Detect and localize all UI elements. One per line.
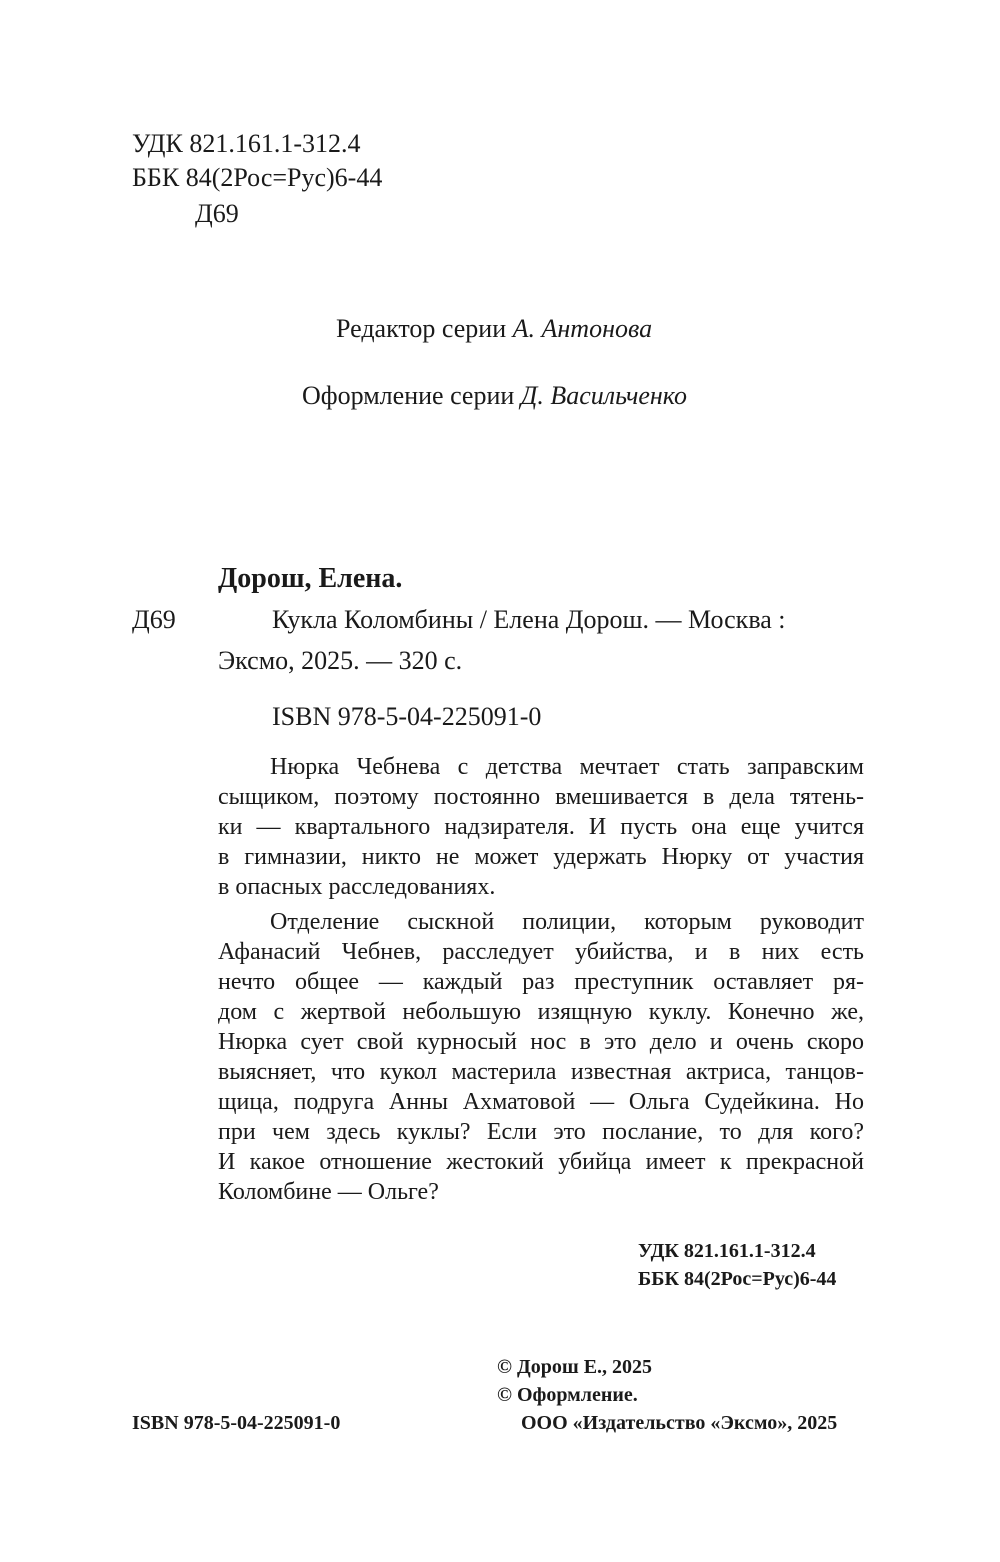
- catalog-author: Дорош, Елена.: [218, 563, 403, 594]
- annotation-paragraph-1: [218, 752, 864, 902]
- series-design-name: Д. Васильченко: [520, 381, 687, 410]
- copyright-author: © Дорош Е., 2025: [497, 1356, 653, 1378]
- annotation-line: дом с жертвой небольшую изящную куклу. Конечно же,: [218, 999, 864, 1025]
- annotation-line: И какое отношение жестокий убийца имеет к прекрасной: [218, 1149, 864, 1175]
- annotation-line: Нюрка Чебнева с детства мечтает стать заправским: [270, 754, 864, 780]
- annotation-line: Отделение сыскной полиции, которым руководит: [270, 909, 864, 935]
- annotation-line: при чем здесь куклы? Если это послание, то для кого?: [218, 1119, 864, 1145]
- annotation-line: ки — квартального надзирателя. И пусть она еще учится: [218, 814, 864, 840]
- annotation-line: щица, подруга Анны Ахматовой — Ольга Судейкина. Но: [218, 1089, 864, 1115]
- copyright-publisher: ООО «Издательство «Эксмо», 2025: [521, 1412, 838, 1434]
- annotation-line: нечто общее — каждый раз преступник оставляет ря-: [218, 969, 864, 995]
- series-design-line: [302, 380, 687, 412]
- copyright-design: © Оформление.: [497, 1384, 638, 1406]
- catalog-isbn: ISBN 978-5-04-225091-0: [272, 702, 542, 731]
- footer-isbn: ISBN 978-5-04-225091-0: [132, 1412, 341, 1434]
- annotation-line: Афанасий Чебнев, расследует убийства, и в них есть: [218, 939, 864, 965]
- annotation-line: Нюрка сует свой курносый нос в это дело и очень скоро: [218, 1029, 864, 1055]
- annotation-line: в гимназии, никто не может удержать Нюрку от участия: [218, 844, 864, 870]
- annotation-line: выясняет, что кукол мастерила известная актриса, танцов-: [218, 1059, 864, 1085]
- header-author-code: Д69: [195, 199, 239, 228]
- annotation-line: сыщиком, поэтому постоянно вмешивается в дела тятень-: [218, 784, 864, 810]
- header-bbk: ББК 84(2Рос=Рус)6-44: [132, 163, 383, 192]
- catalog-code: Д69: [132, 605, 176, 634]
- series-editor-line: [336, 313, 652, 345]
- annotation-line: Коломбине — Ольге?: [218, 1179, 439, 1205]
- footer-udk: УДК 821.161.1-312.4: [638, 1240, 816, 1262]
- series-editor-label: Редактор серии: [336, 314, 507, 343]
- header-udk: УДК 821.161.1-312.4: [132, 129, 361, 158]
- catalog-biblio-line-2: Эксмо, 2025. — 320 с.: [218, 646, 463, 675]
- annotation-line: в опасных расследованиях.: [218, 874, 496, 900]
- series-design-label: Оформление серии: [302, 381, 515, 410]
- annotation-paragraph-2: [218, 907, 864, 1207]
- footer-bbk: ББК 84(2Рос=Рус)6-44: [638, 1268, 837, 1290]
- series-editor-name: А. Антонова: [512, 314, 653, 343]
- catalog-biblio-line-1: Кукла Коломбины / Елена Дорош. — Москва :: [272, 605, 786, 634]
